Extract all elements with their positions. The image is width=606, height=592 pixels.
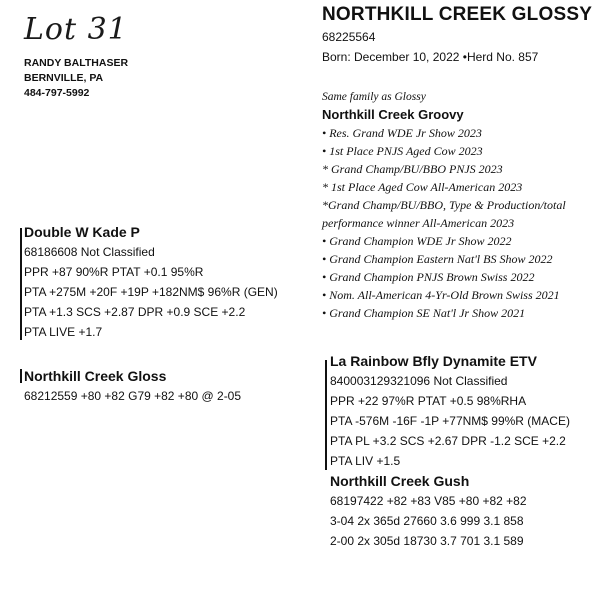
- animal-birth-herd: Born: December 10, 2022 •Herd No. 857: [322, 50, 539, 64]
- family-achievement: *Grand Champ/BU/BBO, Type & Production/total performance winner All-American 2023: [322, 198, 566, 230]
- granddam-detail: 68197422 +82 +83 V85 +80 +82 +82: [330, 494, 527, 508]
- dam-name: Northkill Creek Gloss: [24, 368, 167, 384]
- consignor-info: [24, 56, 128, 101]
- family-section: [322, 88, 602, 322]
- family-achievement: • Grand Champion PNJS Brown Swiss 2022: [322, 270, 535, 284]
- family-achievement: • Nom. All-American 4-Yr-Old Brown Swiss 2021: [322, 288, 560, 302]
- consignor-name: RANDY BALTHASER: [24, 57, 129, 69]
- dam-block: [24, 366, 241, 406]
- maternal-sire-detail: PPR +22 97%R PTAT +0.5 98%RHA: [330, 394, 527, 408]
- granddam-name: Northkill Creek Gush: [330, 473, 470, 489]
- maternal-sire-detail: PTA -576M -16F -1P +77NM$ 99%R (MACE): [330, 414, 570, 428]
- pedigree-bracket: [20, 369, 22, 383]
- family-achievement: • Grand Champion SE Nat'l Jr Show 2021: [322, 306, 526, 320]
- family-achievement: • 1st Place PNJS Aged Cow 2023: [322, 144, 483, 158]
- pedigree-bracket: [325, 360, 327, 470]
- maternal-sire-detail: 840003129321096 Not Classified: [330, 374, 508, 388]
- maternal-sire-detail: PTA LIV +1.5: [330, 454, 401, 468]
- lot-number: Lot 31: [24, 12, 128, 47]
- granddam-detail: 3-04 2x 365d 27660 3.6 999 3.1 858: [330, 514, 524, 528]
- family-achievement: • Res. Grand WDE Jr Show 2023: [322, 126, 482, 140]
- sire-detail: PPR +87 90%R PTAT +0.1 95%R: [24, 265, 204, 279]
- dam-detail: 68212559 +80 +82 G79 +82 +80 @ 2-05: [24, 389, 242, 403]
- family-intro: Same family as Glossy: [322, 91, 426, 103]
- consignor-phone: 484-797-5992: [24, 87, 90, 99]
- sire-detail: PTA +275M +20F +19P +182NM$ 96%R (GEN): [24, 285, 278, 299]
- family-member-name: Northkill Creek Groovy: [322, 107, 464, 122]
- sire-name: Double W Kade P: [24, 224, 140, 240]
- sire-block: [24, 222, 278, 342]
- sire-detail: 68186608 Not Classified: [24, 245, 155, 259]
- maternal-sire-detail: PTA PL +3.2 SCS +2.67 DPR -1.2 SCE +2.2: [330, 434, 566, 448]
- sire-detail: PTA +1.3 SCS +2.87 DPR +0.9 SCE +2.2: [24, 305, 246, 319]
- pedigree-bracket: [20, 228, 22, 340]
- animal-name: NORTHKILL CREEK GLOSSY: [322, 4, 593, 25]
- granddam-detail: 2-00 2x 305d 18730 3.7 701 3.1 589: [330, 534, 524, 548]
- animal-registration: 68225564: [322, 30, 376, 44]
- sire-detail: PTA LIVE +1.7: [24, 325, 103, 339]
- consignor-city: BERNVILLE, PA: [24, 72, 104, 84]
- family-achievement: • Grand Champion WDE Jr Show 2022: [322, 234, 512, 248]
- family-achievement: • Grand Champion Eastern Nat'l BS Show 2022: [322, 252, 553, 266]
- maternal-sire-name: La Rainbow Bfly Dynamite ETV: [330, 353, 537, 369]
- family-achievement: * Grand Champ/BU/BBO PNJS 2023: [322, 162, 503, 176]
- maternal-sire-block: [330, 351, 570, 551]
- family-achievement: * 1st Place Aged Cow All-American 2023: [322, 180, 523, 194]
